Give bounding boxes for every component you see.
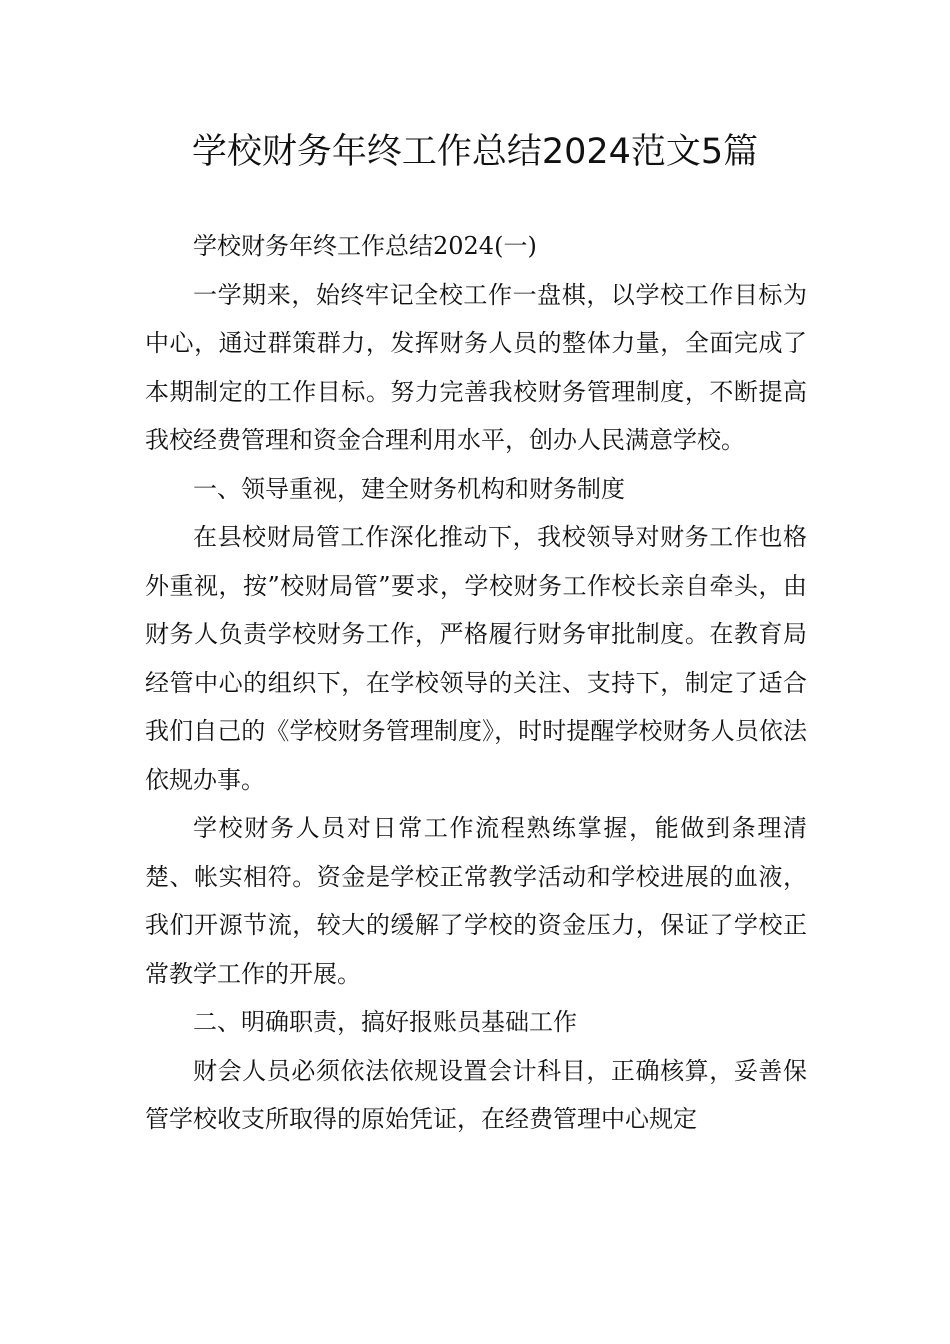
- body-paragraph: 一学期来，始终牢记全校工作一盘棋，以学校工作目标为中心，通过群策群力，发挥财务人员的整体力量，全面完成了本期制定的工作目标。努力完善我校财务管理制度，不断提高我校经费管理和资金合理利用水平，创办人民满意学校。: [145, 280, 807, 454]
- document-body: [145, 222, 807, 1144]
- body-paragraph: 在县校财局管工作深化推动下，我校领导对财务工作也格外重视，按”校财局管”要求，学校财务工作校长亲自牵头，由财务人负责学校财务工作，严格履行财务审批制度。在教育局经管中心的组织下，在学校领导的关注、支持下，制定了适合我们自己的《学校财务管理制度》，时时提醒学校财务人员依法依规办事。: [145, 523, 807, 794]
- section-heading: 一、领导重视，建全财务机构和财务制度: [193, 474, 625, 503]
- section-heading: 学校财务年终工作总结2024(一): [193, 232, 537, 260]
- section-heading: 二、明确职责，搞好报账员基础工作: [193, 1008, 577, 1036]
- body-paragraph: 财会人员必须依法依规设置会计科目，正确核算，妥善保管学校收支所取得的原始凭证，在经费管理中心规定: [145, 1056, 807, 1133]
- document-title: 学校财务年终工作总结2024范文5篇: [191, 132, 759, 172]
- body-paragraph: 学校财务人员对日常工作流程熟练掌握，能做到条理清楚、帐实相符。资金是学校正常教学活动和学校进展的血液，我们开源节流，较大的缓解了学校的资金压力，保证了学校正常教学工作的开展。: [145, 814, 807, 988]
